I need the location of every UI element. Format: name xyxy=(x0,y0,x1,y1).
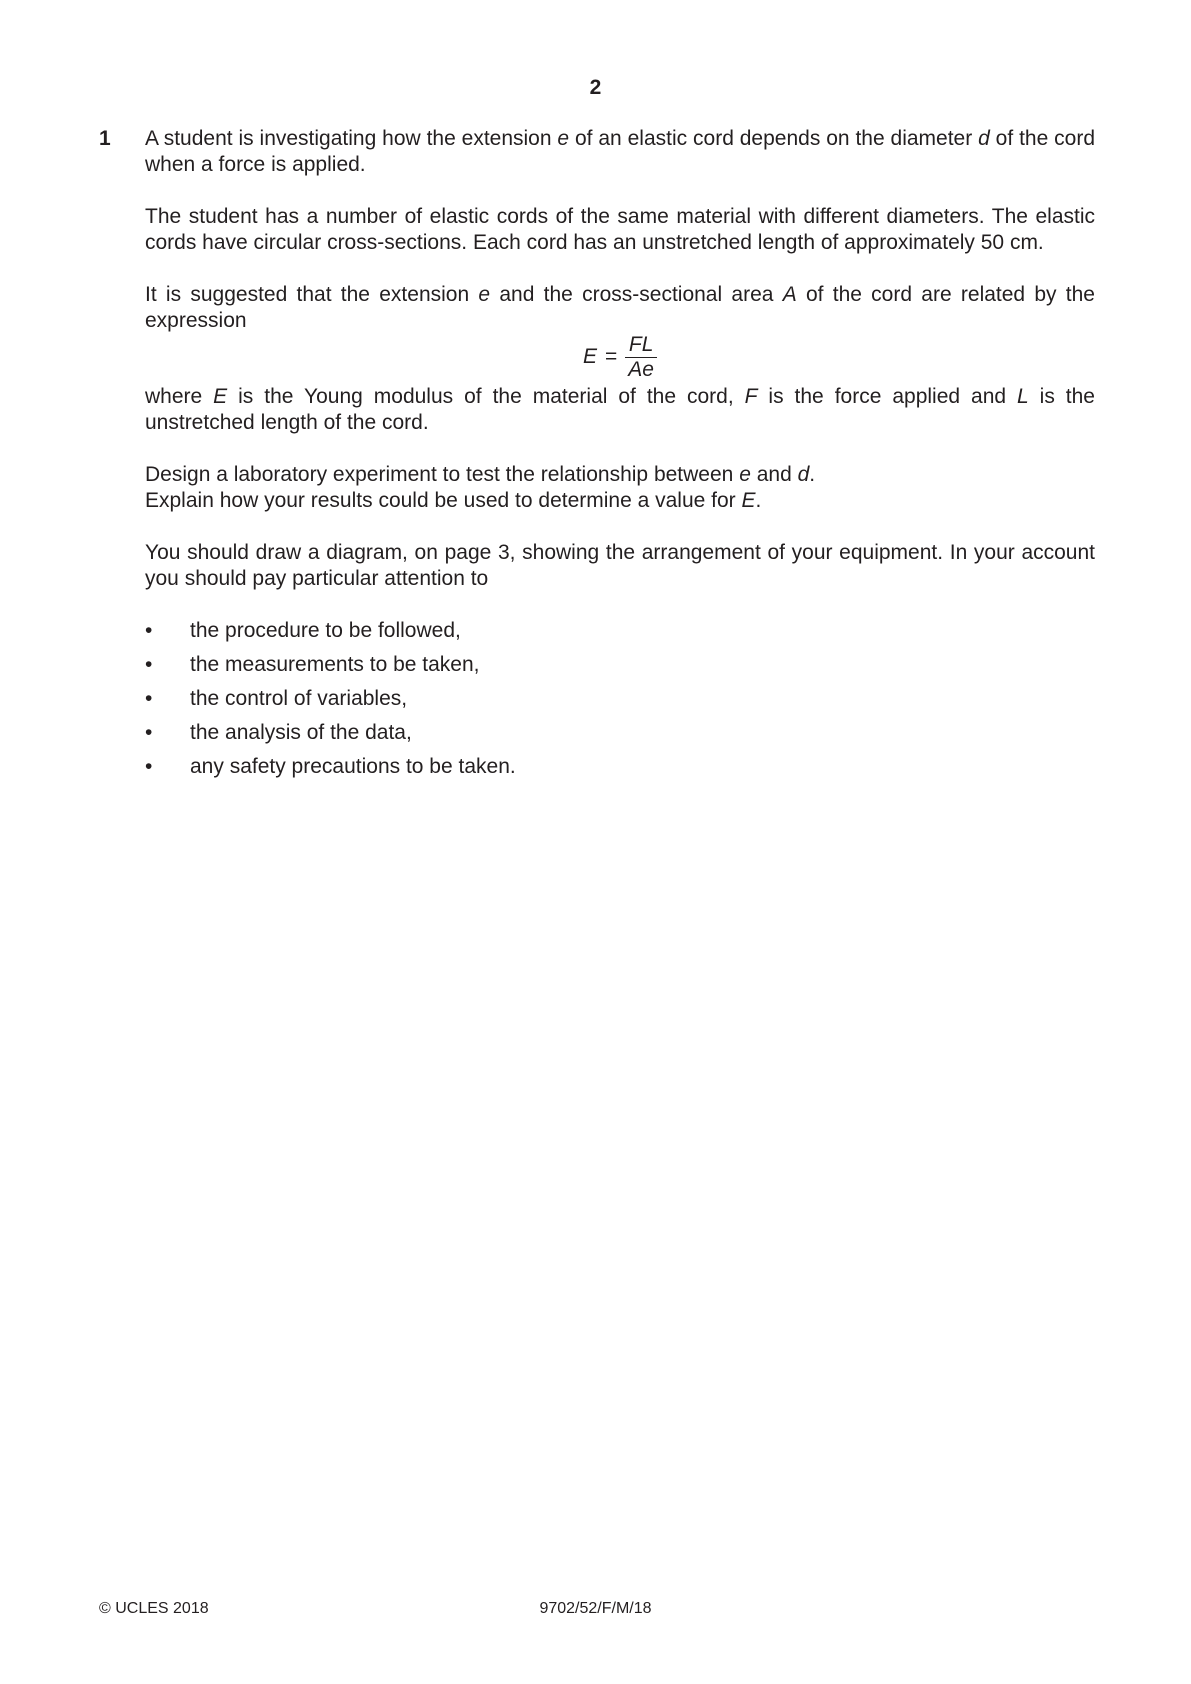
task-line2-text-2: . xyxy=(755,489,762,512)
formula-fraction xyxy=(625,333,657,382)
footer-paper-code: 9702/52/F/M/18 xyxy=(539,1600,652,1617)
instructions-paragraph: You should draw a diagram, on page 3, showing the arrangement of your equipment. In your account you should pay particular attention to xyxy=(145,541,1095,590)
formula-lhs: E xyxy=(583,345,598,368)
list-item-text: the measurements to be taken, xyxy=(190,653,480,676)
definitions-text-2: is the Young modulus of the material of the cord, xyxy=(227,385,745,408)
task-line1-var-e: e xyxy=(739,463,751,486)
definitions-text-1: where xyxy=(145,385,214,408)
list-item xyxy=(145,754,1095,788)
suggestion-var-a: A xyxy=(782,283,797,306)
list-item xyxy=(145,720,1095,754)
list-item-text: any safety precautions to be taken. xyxy=(190,755,516,778)
suggestion-var-e: e xyxy=(478,283,491,306)
intro-text-2: of an elastic cord depends on the diameter xyxy=(569,127,979,150)
bullet-icon: • xyxy=(145,653,153,676)
task-line2-var-E: E xyxy=(741,489,756,512)
cords-paragraph: The student has a number of elastic cords of the same material with different diameters. The elastic cords have circular cross-sections. Each cord has an unstretched length of approximately 50 cm. xyxy=(145,205,1095,254)
task-line2-text-1: Explain how your results could be used to determine a value for xyxy=(145,489,742,512)
list-item-text: the analysis of the data, xyxy=(190,721,412,744)
task-line1-text-2: and xyxy=(750,463,798,486)
list-item xyxy=(145,686,1095,720)
formula-denominator: Ae xyxy=(628,357,654,381)
task-line1-text-3: . xyxy=(809,463,816,486)
footer-copyright: © UCLES 2018 xyxy=(99,1600,209,1617)
definitions-var-F: F xyxy=(744,385,758,408)
definitions-text-4: is the unstretched length of the cord. xyxy=(145,385,1095,434)
task-line1-text-1: Design a laboratory experiment to test the relationship between xyxy=(145,463,740,486)
definitions-var-L: L xyxy=(1017,385,1029,408)
bullet-icon: • xyxy=(145,619,153,642)
task-paragraph xyxy=(145,462,1095,514)
list-item xyxy=(145,618,1095,652)
suggestion-text-2: and the cross-sectional area xyxy=(490,283,783,306)
list-item-text: the control of variables, xyxy=(190,687,408,710)
suggestion-text-1: It is suggested that the extension xyxy=(145,283,479,306)
bullet-icon: • xyxy=(145,755,153,778)
question-number: 1 xyxy=(99,127,111,150)
intro-var-d: d xyxy=(978,127,990,150)
question-content xyxy=(145,126,1095,788)
formula-equals: = xyxy=(605,345,618,368)
intro-paragraph xyxy=(145,126,1095,178)
bullet-icon: • xyxy=(145,687,153,710)
task-line1-var-d: d xyxy=(797,463,810,486)
bullet-icon: • xyxy=(145,721,153,744)
page-number: 2 xyxy=(589,76,602,99)
intro-var-e: e xyxy=(557,127,570,150)
list-item-text: the procedure to be followed, xyxy=(190,619,461,642)
suggestion-paragraph xyxy=(145,282,1095,334)
attention-list xyxy=(145,618,1095,788)
definitions-text-3: is the force applied and xyxy=(757,385,1018,408)
formula-numerator: FL xyxy=(628,332,654,356)
intro-text-1: A student is investigating how the extension xyxy=(145,127,558,150)
definitions-var-E: E xyxy=(213,385,228,408)
young-modulus-formula xyxy=(145,330,1095,384)
intro-text-3: of the cord when a force is applied. xyxy=(145,127,1095,176)
definitions-paragraph xyxy=(145,384,1095,436)
suggestion-text-3: of the cord are related by the expression xyxy=(145,283,1095,332)
list-item xyxy=(145,652,1095,686)
